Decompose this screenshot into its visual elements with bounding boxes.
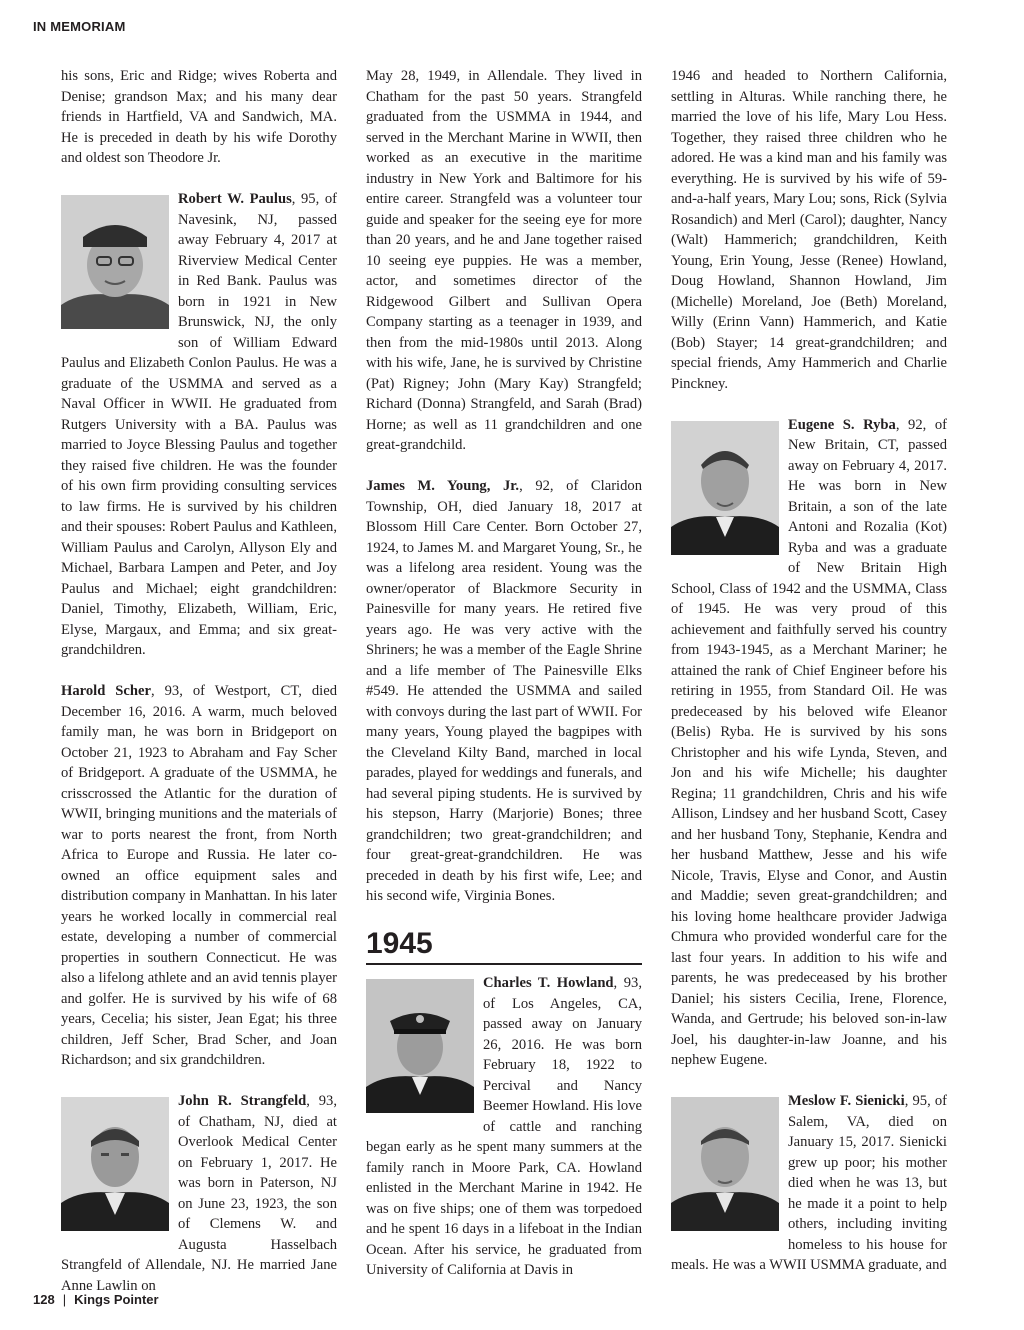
portrait-photo-paulus — [61, 195, 169, 329]
obituary-text: , 93, of Westport, CT, died December 16, 2016. A warm, much beloved family man, he was born in Bridgeport on October 21, 1923 to Abraham and Fay Scher of Bridgeport. A graduate of the USMMA, he crisscrossed the Atlantic for the duration of WWII, bringing munitions and the materials of war to ports nearest the front, from North Africa to Europe and Russia. He later co-owned an office equipment sales and distribution company in Manhattan. In his later years he worked locally in commercial real estate, developing a number of commercial properties in southern Connecticut. He was also a lifelong athlete and an avid tennis player and golfer. He is survived by his wife of 68 years, Cecelia; his sister, Jean Egat; his three children, Jeff Scher, Brad Scher, and Joan Richardson; and six grandchildren. — [61, 683, 337, 1068]
obituary-text: , 93, of Los Angeles, CA, passed away on January 26, 2016. He was born February 18, 1922 to Percival and Nancy Beemer Howland. His love of cattle and ranching began early as he spent many summers at the family ranch in Moore Park, CA. Howland enlisted in the Merchant Marine in 1942. He was on five ships; one of them was torpedoed and he spent 16 days in a lifeboat in the Indian Ocean. After his service, he graduated from University of California at Davis in — [366, 975, 642, 1278]
obituary-text: , 95, of Salem, VA, died on January 15, 2017. Sienicki grew up poor; his mother died when he was 13, but he made it a point to help others, including inviting homeless to his house for meals. He was a WWII USMMA graduate, and — [671, 1093, 947, 1273]
obituary-name: Charles T. Howland — [483, 975, 614, 991]
obituary-continued: his sons, Eric and Ridge; wives Roberta and Denise; grandson Max; and his many dear friends in Hartfield, VA and Sandwich, MA. He is preceded in death by his wife Dorothy and oldest son Theodore Jr. — [61, 68, 337, 166]
obituary-text: , 95, of Navesink, NJ, passed away February 4, 2017 at Riverview Medical Center in Red Bank. Paulus was born in 1921 in New Brunswick, NJ, the only son of William Edward Paulus and Elizabeth Conlon Paulus. He was a graduate of the USMMA and served as a Naval Officer in WWII. He graduated from Rutgers University with a BA. Paulus was married to Joyce Blessing Paulus and together they raised five children. He was the founder of his own firm providing consulting services to law firms. He is survived by his children and their spouses: Robert Paulus and Kathleen, William Paulus and Carolyn, Allyson Ely and Michael, Barbara Lampen and Peter, and Joy Paulus and Michael; eight grandchildren: Daniel, Timothy, Elizabeth, William, Eric, Elyse, Margaux, and Emma; and six great-grandchildren. — [61, 191, 337, 658]
footer-separator: | — [62, 1292, 67, 1307]
obituary-text: , 92, of New Britain, CT, passed away on February 4, 2017. He was born in New Britain, a son of the late Antoni and Rozalia (Kot) Ryba and was a graduate of New Britain High School, Class of 1942 and the USMMA, Class of 1945. He was very proud of this achievement and faithfully served his country from 1943-1945, as a Merchant Mariner; he attained the rank of Chief Engineer before his retiring in 1955, from Standard Oil. He was predeceased by his beloved wife Eleanor (Belis) Ryba. He is survived by his sons Christopher and his wife Lynda, Steven, and Jon and his wife Michelle; his daughter Regina; 11 grandchildren, Chris and his wife Allison, Lindsey and her husband Scott, Casey and her husband Tony, Stephanie, Kendra and her husband Matthew, Jesse and his wife Nicole, Travis, Elyse and Conor, and Austin and Maddie; seven great-grandchildren; and his loving home healthcare provider Jadwiga Chmura who provided wonderful care for the last four years. In addition to his wife and parents, he was predeceased by his brother Daniel; his sisters Cecilia, Irene, Florence, Wanda, and Gertrude; his beloved son-in-law Joel, his daughter-in-law Joanne, and his nephew Eugene. — [671, 416, 947, 1068]
obituary-text: , 93, of Chatham, NJ, died at Overlook Medical Center on February 1, 2017. He was born in Paterson, NJ on June 23, 1923, the son of Clemens W. and Augusta Hasselbach Strangfeld of Allendale, NJ. He married Jane Anne Lawlin on — [61, 1093, 337, 1294]
obituary-howland-continued: 1946 and headed to Northern California, settling in Alturas. While ranching there, he married the love of his life, Mary Lou Hess. Together, they raised three children who he adored. He was a kind man and his family was everything. He is survived by his wife of 59-and-a-half years, Mary Lou; sons, Rick (Sylvia Rosandich) and Merl (Carol); daughter, Nancy (Walt) Hammerich; grandchildren, Keith Young, Erin Young, Jesse (Renee) Howland, Doug Howland, Shannon Howland, Jim (Michelle) Moreland, Joe (Beth) Moreland, Willy (Erinn Vann) Hammerich, and Katie (Bob) Stayer; 14 great-grandchildren; and special friends, Amy Hammerich and Charlie Pinckney. — [671, 68, 947, 392]
column-3 — [671, 66, 947, 1276]
obituary-strangfeld — [61, 1091, 337, 1296]
obituary-paulus — [61, 189, 337, 661]
obituary-name: John R. Strangfeld — [178, 1093, 307, 1109]
publication-name: Kings Pointer — [74, 1292, 159, 1307]
portrait-photo-strangfeld — [61, 1097, 169, 1231]
portrait-photo-ryba — [671, 421, 779, 555]
obituary-name: Harold Scher — [61, 683, 151, 699]
obituary-name: Robert W. Paulus — [178, 191, 292, 207]
column-1 — [61, 66, 337, 1296]
class-year-heading: 1945 — [366, 927, 642, 965]
column-2 — [366, 66, 642, 1281]
obituary-text: , 92, of Claridon Township, OH, died January 18, 2017 at Blossom Hill Care Center. Born October 27, 1924, to James M. and Margaret Young, Sr., he was a lifelong area resident. Young was the owner/operator of Blackmore Security in Painesville for many years. He retired five years ago. He was very active with the Shriners; he was a member of the Eagle Shrine and a life member of The Painesville Elks #549. He attended the USMMA and sailed with convoys during the last part of WWII. For many years, Young played the bagpipes with the Cleveland Kilty Band, marched in local parades, played for weddings and funerals, and had several piping students. He is survived by his stepson, Harry (Marjorie) Bones; three grandchildren; two great-grandchildren; and four great-great-grandchildren. He was preceded in death by his first wife, Lee; and his second wife, Virginia Bones. — [366, 478, 642, 904]
section-header: IN MEMORIAM — [33, 19, 126, 34]
portrait-photo-howland — [366, 979, 474, 1113]
obituary-ryba — [671, 415, 947, 1071]
portrait-photo-sienicki — [671, 1097, 779, 1231]
obituary-young — [366, 476, 642, 907]
obituary-name: Eugene S. Ryba — [788, 416, 896, 433]
page-number: 128 — [33, 1292, 55, 1307]
obituary-scher — [61, 681, 337, 1071]
obituary-strangfeld-continued: May 28, 1949, in Allendale. They lived in Chatham for the past 50 years. Strangfeld graduated from the USMMA in 1944, and served in the Merchant Marine in WWII, then worked as an executive in the maritime industry in New York and Baltimore for his entire career. Strangfeld was a volunteer tour guide and speaker for the seeing eye for more than 20 years, and he and Jane together raised 10 seeing eye puppies. He was a member, actor, and sometimes director of the Ridgewood Gilbert and Sullivan Opera Company starting as a teenager in 1939, and then from the mid-1980s until 2013. Along with his wife, Jane, he is survived by Christine (Pat) Rigney; John (Mary Kay) Strangfeld; Richard (Donna) Strangfeld, and Sarah (Brad) Horne; as well as 11 grandchildren and one great-grandchild. — [366, 68, 642, 453]
obituary-name: Meslow F. Sienicki — [788, 1093, 905, 1109]
obituary-howland — [366, 973, 642, 1281]
page-footer — [33, 1292, 159, 1307]
obituary-sienicki — [671, 1091, 947, 1276]
obituary-name: James M. Young, Jr. — [366, 478, 520, 494]
